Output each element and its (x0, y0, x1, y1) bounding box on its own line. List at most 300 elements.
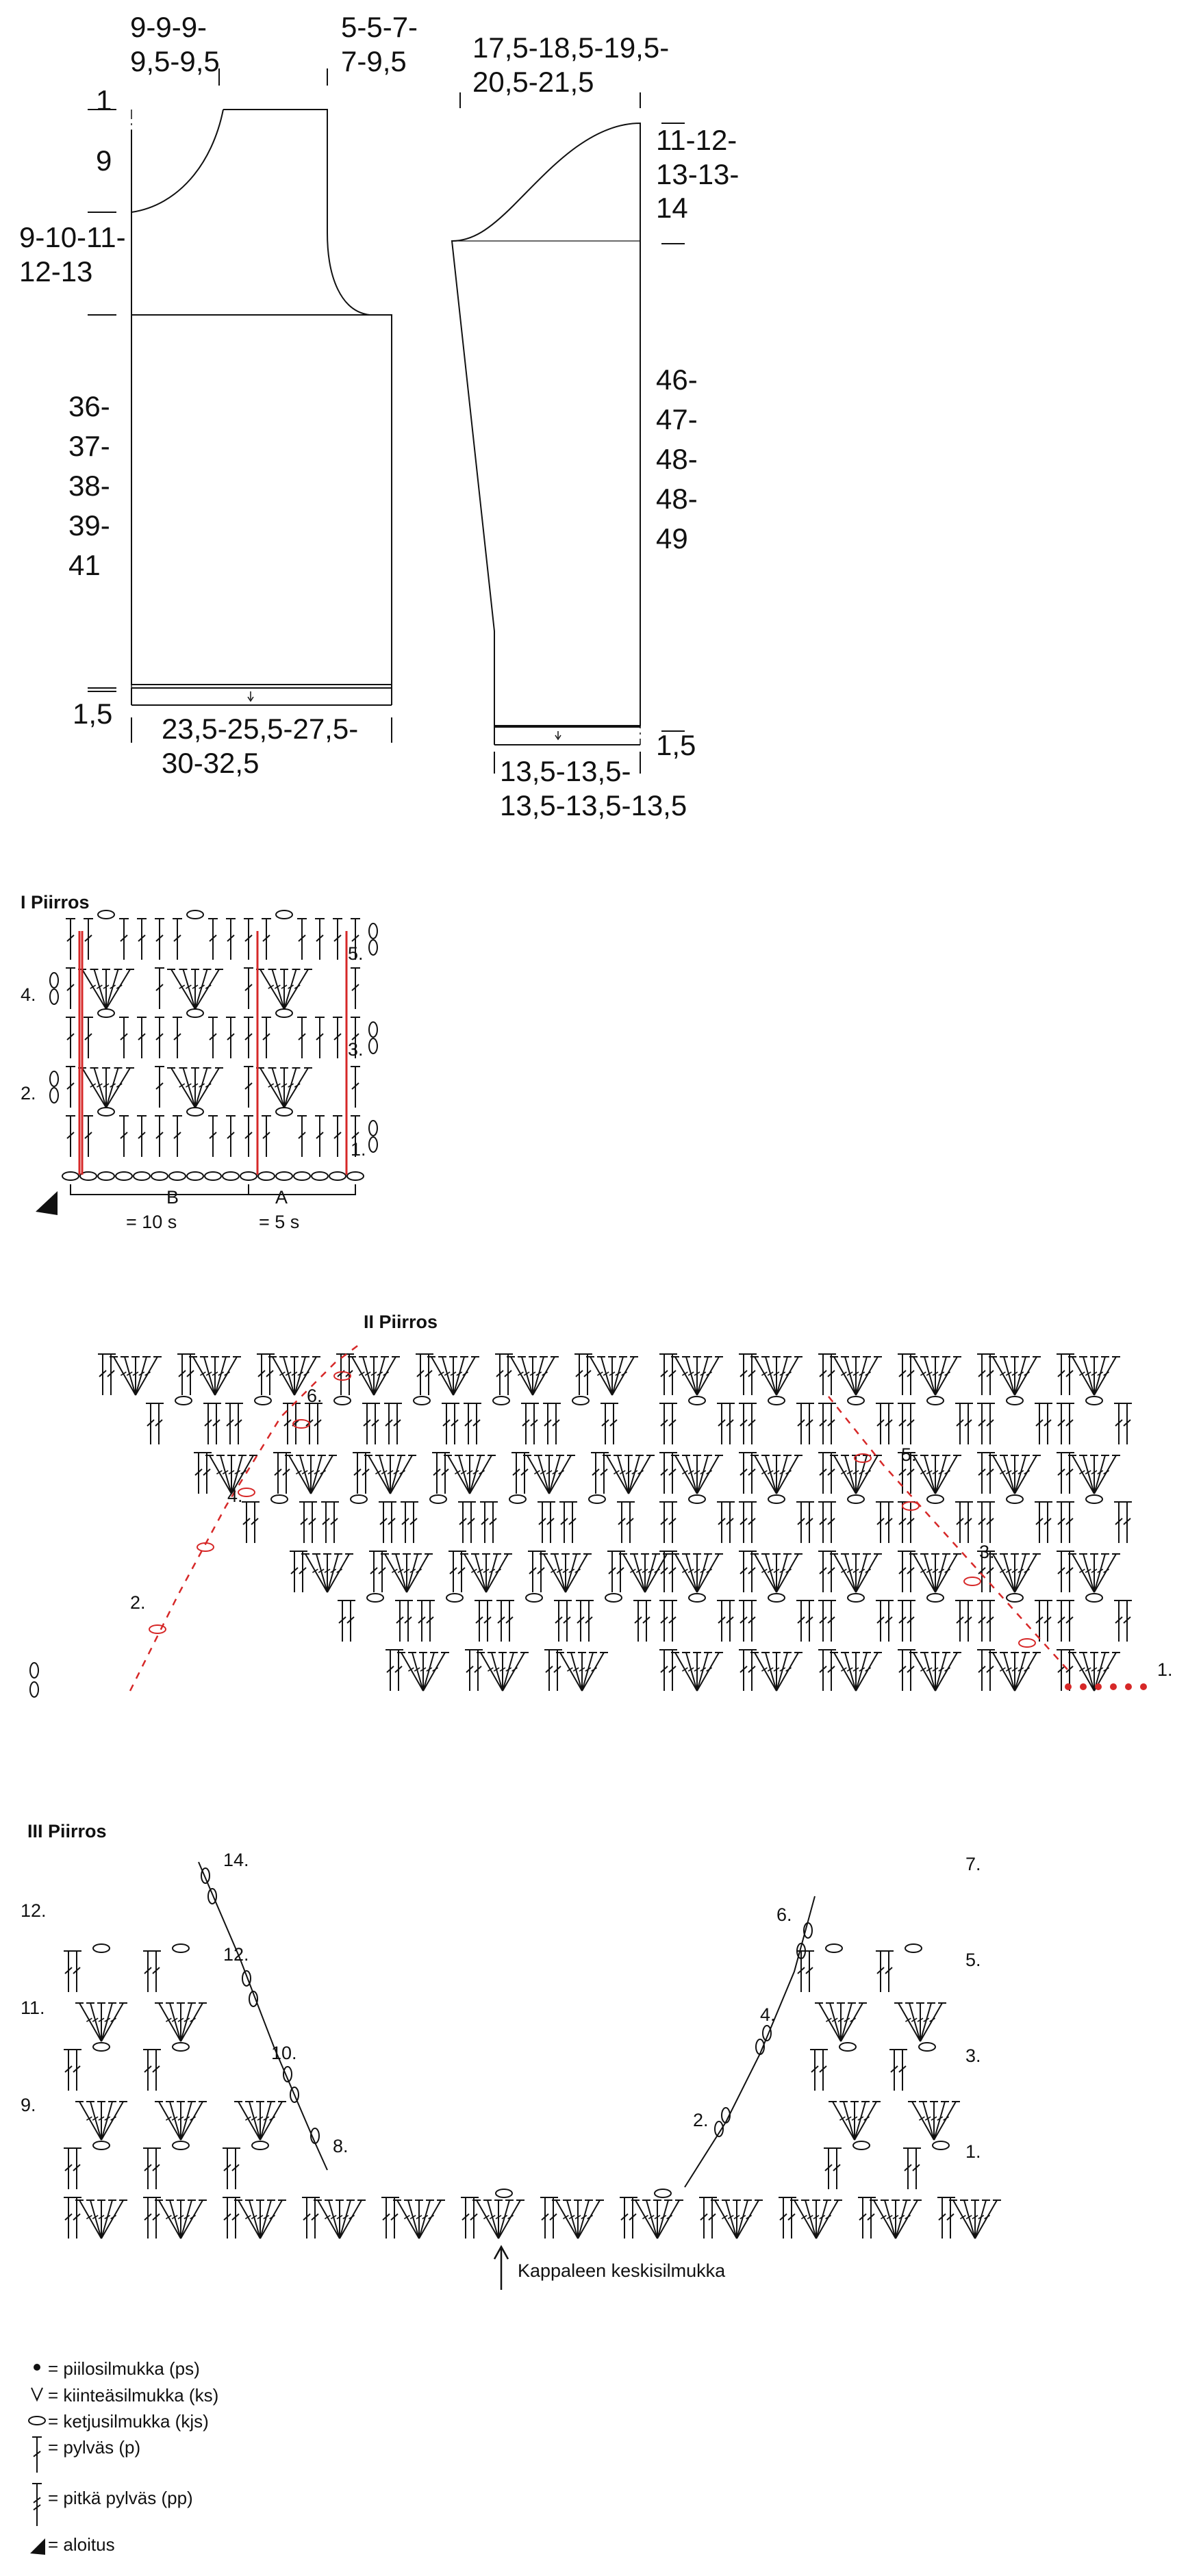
line (311, 1455, 333, 1494)
chart-2-row-1: 1. (1157, 1659, 1173, 1680)
line (874, 2200, 896, 2239)
double-crochet-symbol (659, 1601, 669, 1642)
chain-stitch-symbol (240, 1172, 257, 1180)
double-crochet-symbol (143, 1951, 153, 1992)
chain-stitch-symbol (93, 1944, 110, 1952)
double-crochet-symbol (985, 1403, 995, 1444)
line (260, 969, 284, 1009)
double-crochet-symbol (186, 1354, 195, 1395)
line (498, 2200, 520, 2239)
line (79, 2200, 101, 2239)
chain-stitch-symbol (1007, 1397, 1023, 1405)
line (766, 1455, 776, 1494)
chain-stitch-symbol (98, 1108, 114, 1116)
line (79, 2003, 101, 2041)
fan-symbol (477, 1653, 529, 1691)
double-crochet-symbol (281, 1453, 291, 1494)
line (114, 1357, 136, 1395)
chain-stitch-symbol (496, 2189, 512, 2197)
double-crochet-symbol (1057, 1354, 1066, 1395)
body-top-right-measure: 5-5-7- 7-9,5 (341, 11, 418, 77)
line (964, 2200, 975, 2239)
double-crochet-symbol (787, 2197, 796, 2239)
line (260, 1068, 284, 1108)
line (1072, 1357, 1094, 1395)
double-crochet-symbol (315, 1017, 325, 1058)
chain-stitch-symbol (329, 1172, 346, 1180)
double-crochet-symbol (386, 1650, 395, 1691)
line (311, 1455, 322, 1494)
double-crochet-symbol (307, 1502, 317, 1543)
chain-stitch-symbol (169, 1172, 186, 1180)
double-crochet-symbol (858, 2197, 868, 2239)
chain-stitch-symbol (369, 1137, 377, 1152)
double-crochet-symbol (620, 2197, 629, 2239)
double-crochet-symbol (143, 2148, 153, 2189)
double-crochet-symbol (155, 1017, 164, 1058)
line (184, 969, 196, 1009)
double-crochet-symbol (747, 1650, 757, 1691)
line (776, 1357, 787, 1395)
chart-2-row-3: 3. (979, 1542, 995, 1562)
line (697, 1653, 719, 1691)
line (816, 2200, 838, 2239)
legend-start: = aloitus (48, 2534, 115, 2555)
line (486, 1554, 497, 1592)
double-crochet-symbol (473, 1650, 483, 1691)
line (396, 1554, 407, 1592)
double-crochet-symbol (297, 919, 307, 960)
chart-3-row-1: 1. (965, 2141, 981, 2162)
double-crochet-symbol (1114, 1502, 1124, 1543)
line (442, 1357, 453, 1395)
fan-symbol (507, 1357, 559, 1395)
line (464, 1554, 486, 1592)
double-crochet-symbol (937, 2197, 947, 2239)
double-crochet-symbol (333, 1116, 342, 1157)
double-crochet-symbol (106, 1354, 116, 1395)
double-crochet-symbol (283, 1403, 292, 1444)
double-crochet-symbol (520, 1453, 529, 1494)
double-crochet-symbol (361, 1453, 370, 1494)
line (340, 2200, 362, 2239)
chain-stitch-symbol (655, 2189, 671, 2197)
double-crochet-symbol (977, 1650, 987, 1691)
double-crochet-symbol (898, 1601, 907, 1642)
line (459, 1455, 470, 1494)
line (527, 1455, 549, 1494)
double-crochet-symbol (818, 1453, 828, 1494)
single-crochet-icon (31, 2388, 42, 2400)
double-crochet-symbol (173, 919, 182, 960)
slip-stitch-dot (1110, 1683, 1117, 1690)
fan-symbol (460, 1554, 512, 1592)
double-crochet-symbol (906, 1601, 915, 1642)
double-crochet-symbol (394, 1650, 403, 1691)
double-crochet-symbol (805, 1951, 814, 1992)
line (923, 2102, 934, 2140)
double-crochet-symbol (540, 2197, 550, 2239)
legend-single-crochet: = kiinteäsilmukka (ks) (48, 2385, 219, 2406)
double-crochet-symbol (876, 1951, 885, 1992)
line (511, 1357, 533, 1395)
line (776, 1455, 798, 1494)
line (300, 1455, 311, 1494)
line (1094, 1357, 1116, 1395)
line (106, 969, 130, 1009)
line (184, 1068, 196, 1108)
line (805, 2200, 816, 2239)
double-crochet-symbol (955, 1502, 965, 1543)
start-arrow-icon (30, 2538, 45, 2555)
line (556, 2200, 578, 2239)
double-crochet-symbol (265, 1354, 275, 1395)
double-crochet-symbol (66, 968, 75, 1009)
chart-2-symbols (30, 1342, 1147, 1697)
line (578, 2200, 600, 2239)
double-crochet-symbol (137, 1017, 147, 1058)
line (582, 1653, 604, 1691)
chain-stitch-symbol (50, 989, 58, 1004)
double-crochet-symbol (177, 1354, 187, 1395)
double-crochet-symbol (906, 1551, 915, 1592)
line (618, 1455, 629, 1494)
double-crochet-symbol (488, 1502, 498, 1543)
fan-symbol (256, 1068, 312, 1108)
chain-stitch-symbol (927, 1594, 944, 1602)
line (896, 2200, 918, 2239)
line (533, 1357, 544, 1395)
double-crochet-symbol (66, 1017, 75, 1058)
chain-stitch-symbol (149, 1625, 166, 1633)
line (284, 969, 296, 1009)
double-crochet-symbol (574, 1354, 584, 1395)
double-crochet-symbol (1065, 1453, 1074, 1494)
chart-3-symbols (64, 1862, 1001, 2290)
line (423, 1653, 434, 1691)
double-crochet-symbol (137, 919, 147, 960)
double-crochet-symbol (1057, 1403, 1066, 1444)
double-crochet-symbol (392, 1403, 402, 1444)
double-crochet-symbol (659, 1502, 669, 1543)
chain-stitch-symbol (276, 1172, 292, 1180)
double-crochet-symbol (824, 2148, 833, 2189)
double-crochet-symbol (333, 919, 342, 960)
double-crochet-symbol (440, 1453, 450, 1494)
line (686, 1554, 697, 1592)
line (181, 2003, 192, 2041)
fan-symbol (256, 969, 312, 1009)
chain-stitch-symbol (446, 1594, 463, 1602)
double-crochet-symbol (417, 1601, 427, 1642)
line (844, 2102, 855, 2140)
fan-symbol (234, 2200, 286, 2239)
double-crochet-symbol (906, 1403, 915, 1444)
chain-stitch-symbol (369, 1038, 377, 1054)
chain-stitch-symbol (173, 2141, 189, 2150)
double-crochet-symbol (889, 2050, 899, 2091)
line (697, 1357, 719, 1395)
line (896, 2200, 907, 2239)
double-crochet-symbol (64, 2197, 73, 2239)
fan-symbol (1068, 1554, 1120, 1592)
chain-stitch-symbol (414, 1397, 430, 1405)
line (635, 2200, 657, 2239)
line (1004, 1554, 1015, 1592)
double-crochet-symbol (321, 1502, 331, 1543)
double-crochet-symbol (1065, 1551, 1074, 1592)
line (273, 1357, 294, 1395)
line (623, 1554, 645, 1592)
double-crochet-symbol (599, 1453, 609, 1494)
repeat-a-count: = 5 s (259, 1212, 300, 1232)
double-crochet-symbol (1057, 1650, 1066, 1691)
chain-stitch-symbol (187, 1108, 203, 1116)
double-crochet-symbol (1122, 1403, 1132, 1444)
line (1015, 1455, 1026, 1494)
line (305, 1554, 327, 1592)
double-crochet-symbol (562, 1601, 572, 1642)
line (675, 1554, 697, 1592)
double-crochet-symbol (747, 1502, 757, 1543)
double-crochet-symbol (568, 1502, 577, 1543)
line (856, 1653, 878, 1691)
fan-symbol (894, 2003, 946, 2041)
line (935, 1554, 946, 1592)
double-crochet-symbol (465, 1650, 475, 1691)
line (318, 2200, 340, 2239)
center-stitch-label: Kappaleen keskisilmukka (518, 2260, 726, 2281)
double-crochet-symbol (223, 2197, 232, 2239)
double-crochet-symbol (818, 1601, 828, 1642)
line (645, 1554, 656, 1592)
double-crochet-symbol (529, 1403, 539, 1444)
double-crochet-symbol (72, 2050, 81, 2091)
line (834, 1455, 856, 1494)
line (408, 2200, 419, 2239)
double-crochet-symbol (1057, 1551, 1066, 1592)
sleeve-top-measure: 17,5-18,5-19,5- 20,5-21,5 (472, 31, 670, 98)
double-crochet-symbol (173, 1017, 182, 1058)
double-crochet-symbol (384, 1403, 394, 1444)
double-crochet-symbol (1065, 1601, 1074, 1642)
double-crochet-icon (32, 2437, 42, 2473)
neck-depth-measure: 9 (96, 144, 112, 177)
line (675, 1653, 697, 1691)
double-crochet-symbol (336, 1354, 346, 1395)
line (195, 1068, 219, 1108)
line (385, 1554, 407, 1592)
chain-stitch-symbol (1086, 1495, 1102, 1503)
double-crochet-symbol (416, 1354, 425, 1395)
chart-1-row-1: 1. (351, 1139, 366, 1160)
double-crochet-symbol (466, 1502, 476, 1543)
double-crochet-symbol (231, 2148, 240, 2189)
double-crochet-symbol (273, 1453, 283, 1494)
line (766, 1357, 776, 1395)
double-crochet-symbol (554, 1601, 564, 1642)
line (776, 1554, 798, 1592)
line (407, 1554, 418, 1592)
chain-stitch-symbol (50, 973, 58, 988)
chain-stitch-symbol (151, 1172, 168, 1180)
double-crochet-symbol (1065, 1354, 1074, 1395)
line (1015, 1357, 1026, 1395)
fan-symbol (790, 2200, 842, 2239)
double-crochet-symbol (472, 1403, 481, 1444)
line (629, 1455, 640, 1494)
line (352, 1357, 374, 1395)
double-crochet-symbol (409, 1502, 418, 1543)
line (833, 2102, 855, 2140)
line (533, 1357, 555, 1395)
double-crochet-symbol (591, 1453, 601, 1494)
double-crochet-symbol (231, 2197, 240, 2239)
line (794, 2200, 816, 2239)
double-crochet-symbol (739, 1601, 748, 1642)
fan-symbol (397, 1653, 449, 1691)
chain-stitch-symbol (294, 1172, 310, 1180)
fan-symbol (830, 1554, 882, 1592)
line (607, 1455, 629, 1494)
double-crochet-symbol (818, 1551, 828, 1592)
line (924, 1554, 935, 1592)
line (755, 1653, 776, 1691)
line (94, 969, 107, 1009)
double-crochet-symbol (151, 2050, 161, 2091)
line (834, 1357, 856, 1395)
chain-stitch-symbol (271, 1495, 288, 1503)
line (845, 1653, 856, 1691)
line (363, 1357, 374, 1395)
double-crochet-symbol (242, 1502, 251, 1543)
line (215, 1357, 237, 1395)
slip-stitch-dot (1080, 1683, 1087, 1690)
body-top-left-measure: 9-9-9- 9,5-9,5 (130, 11, 220, 77)
line (82, 969, 106, 1009)
double-crochet-symbol (739, 1354, 748, 1395)
line (448, 1455, 470, 1494)
slip-stitch-icon (34, 2364, 40, 2371)
double-crochet-symbol (298, 1551, 307, 1592)
line (407, 1554, 429, 1592)
double-crochet-symbol (576, 1601, 585, 1642)
line (101, 2200, 123, 2239)
line (697, 1357, 708, 1395)
line (909, 2003, 920, 2041)
line (170, 2003, 181, 2041)
line (1083, 1455, 1094, 1494)
fan-symbol (870, 2200, 922, 2239)
line (273, 969, 285, 1009)
double-crochet-symbol (1057, 1601, 1066, 1642)
line (560, 1653, 582, 1691)
double-crochet-symbol (884, 1601, 894, 1642)
double-crochet-symbol (521, 1403, 531, 1444)
line (327, 1554, 338, 1592)
chain-stitch-symbol (853, 2141, 870, 2150)
chain-stitch-symbol (351, 1495, 367, 1503)
double-crochet-symbol (747, 1403, 757, 1444)
double-crochet-symbol (244, 1017, 253, 1058)
line (106, 1068, 130, 1108)
slip-stitch-dot (1140, 1683, 1147, 1690)
fan-symbol (949, 2200, 1001, 2239)
chain-stitch-symbol (252, 2141, 268, 2150)
line (492, 1653, 503, 1691)
line (755, 1357, 776, 1395)
line (419, 2200, 430, 2239)
double-crochet-symbol (955, 1601, 965, 1642)
line (935, 1653, 946, 1691)
double-crochet-symbol (370, 1403, 380, 1444)
line (634, 1554, 645, 1592)
chart-3-title: III Piirros (27, 1821, 107, 1841)
chart-3-row-6: 6. (776, 1904, 792, 1925)
double-crochet-symbol (387, 1502, 396, 1543)
double-crochet-symbol (458, 1502, 468, 1543)
double-crochet-symbol (805, 1502, 814, 1543)
line (419, 2200, 441, 2239)
double-crochet-symbol (985, 1453, 995, 1494)
fan-symbol (671, 1455, 723, 1494)
double-crochet-symbol (1043, 1403, 1052, 1444)
fan-symbol (989, 1653, 1041, 1691)
double-crochet-symbol (818, 1354, 828, 1395)
fan-symbol (750, 1554, 802, 1592)
chain-stitch-symbol (347, 1172, 364, 1180)
line (856, 1357, 867, 1395)
double-crochet-symbol (826, 1354, 836, 1395)
chain-stitch-symbol (29, 2416, 45, 2425)
line (215, 1357, 226, 1395)
fan-symbol (167, 1068, 223, 1108)
line (1004, 1455, 1015, 1494)
double-crochet-symbol (985, 1601, 995, 1642)
double-crochet-symbol (609, 1403, 618, 1444)
double-crochet-symbol (906, 1354, 915, 1395)
double-crochet-symbol (137, 1116, 147, 1157)
double-crochet-symbol (390, 2197, 399, 2239)
line (82, 1068, 106, 1108)
fan-symbol (234, 2102, 286, 2140)
double-crochet-symbol (906, 1502, 915, 1543)
line (834, 1554, 856, 1592)
line (934, 2102, 945, 2140)
double-crochet-symbol (369, 1551, 379, 1592)
line (453, 1357, 464, 1395)
chain-stitch-symbol (276, 1108, 292, 1116)
chart-3-row-12-inner: 12. (223, 1944, 249, 1965)
double-crochet-symbol (946, 2197, 955, 2239)
double-crochet-symbol (876, 1601, 885, 1642)
double-crochet-symbol (707, 2197, 717, 2239)
line (697, 1455, 708, 1494)
double-crochet-symbol (72, 2148, 81, 2189)
line (935, 1554, 957, 1592)
chain-stitch-symbol (30, 1682, 38, 1697)
double-crochet-symbol (302, 2197, 312, 2239)
chain-stitch-symbol (589, 1495, 605, 1503)
chart-1-row-3: 3. (348, 1039, 364, 1060)
double-crochet-symbol (668, 1650, 677, 1691)
neckline-curve (131, 110, 223, 212)
line (935, 1653, 957, 1691)
chart-3-row-4: 4. (760, 2004, 776, 2025)
slip-stitch-dot (1125, 1683, 1132, 1690)
line (566, 1554, 577, 1592)
line (181, 2200, 192, 2239)
